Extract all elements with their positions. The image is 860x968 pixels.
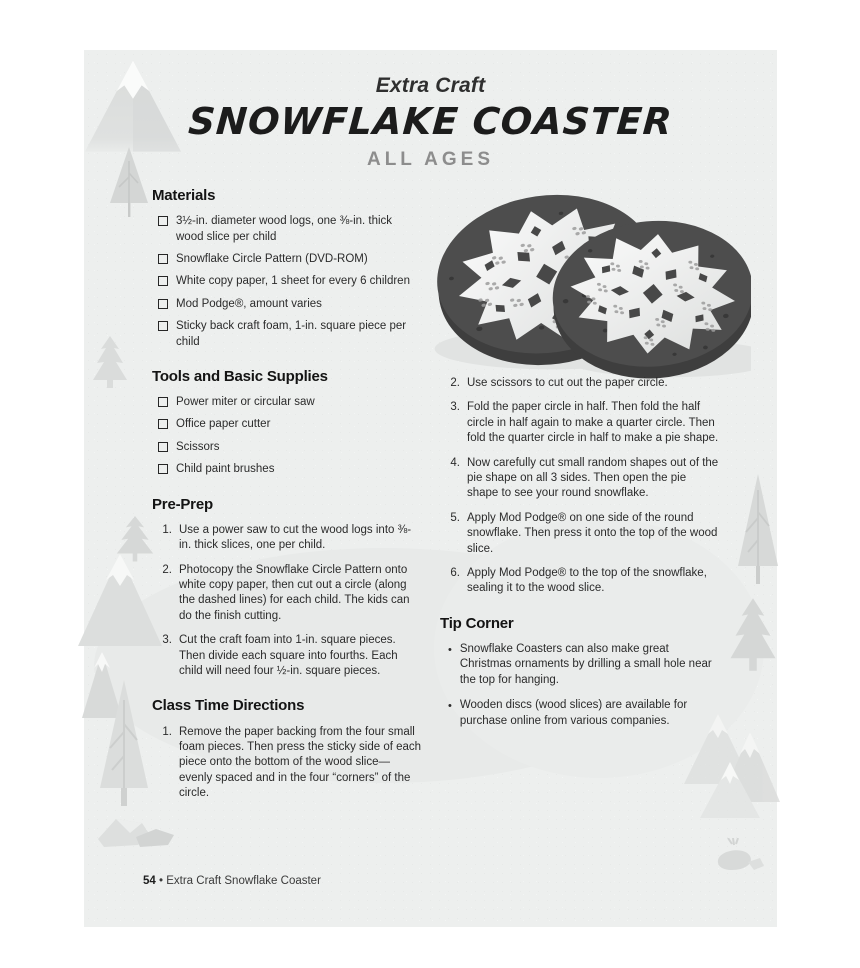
item-label: Mod Podge®, amount varies bbox=[176, 297, 322, 310]
ages-label: ALL AGES bbox=[366, 149, 494, 170]
numbered-step bbox=[158, 523, 422, 554]
checkbox-icon bbox=[158, 276, 168, 286]
checkbox-icon bbox=[158, 397, 168, 407]
numbered-step bbox=[446, 456, 720, 502]
bullet-text: Snowflake Coasters can also make great Christmas ornaments by drilling a small hole near the top for hanging. bbox=[459, 642, 712, 686]
numbered-step bbox=[446, 376, 720, 391]
numbered-step bbox=[446, 511, 720, 557]
checklist-item bbox=[158, 297, 422, 312]
numbered-step bbox=[446, 566, 720, 597]
checklist-item bbox=[158, 319, 422, 350]
footer-title: Extra Craft Snowflake Coaster bbox=[166, 875, 321, 887]
rocks-illustration bbox=[714, 838, 766, 874]
checkbox-icon bbox=[158, 442, 168, 452]
item-label: Office paper cutter bbox=[176, 418, 271, 431]
step-text: Cut the craft foam into 1-in. square pieces. Then divide each square into fourths. Each child will need four ½-in. square pieces. bbox=[179, 634, 398, 677]
page bbox=[84, 50, 777, 927]
step-number: 1. bbox=[162, 725, 172, 738]
checklist-item bbox=[158, 462, 422, 477]
item-label: Scissors bbox=[176, 440, 220, 453]
step-number: 2. bbox=[162, 563, 172, 576]
checkbox-icon bbox=[158, 216, 168, 226]
section-heading-materials: Materials bbox=[152, 187, 216, 204]
footer-separator: • bbox=[159, 875, 164, 887]
checkbox-icon bbox=[158, 464, 168, 474]
bullet-text: Wooden discs (wood slices) are available for purchase online from various companies. bbox=[459, 699, 688, 727]
page-number: 54 bbox=[143, 875, 156, 887]
item-label: Power miter or circular saw bbox=[176, 396, 315, 409]
section-heading-tip-corner: Tip Corner bbox=[440, 614, 514, 632]
step-number: 3. bbox=[162, 634, 172, 647]
step-text: Fold the paper circle in half. Then fold the half circle in half again to make a quarter circle. Then fold the quarter circle in half to make a pie shape. bbox=[467, 401, 719, 445]
left-column bbox=[152, 186, 422, 811]
step-text: Apply Mod Podge® to the top of the snowflake, sealing it to the wood slice. bbox=[467, 567, 707, 595]
tree-illustration bbox=[736, 474, 780, 590]
item-label: Sticky back craft foam, 1-in. square piece per child bbox=[176, 320, 407, 348]
numbered-step bbox=[158, 725, 422, 802]
step-number: 6. bbox=[450, 567, 460, 580]
step-text: Remove the paper backing from the four small foam pieces. Then press the sticky side of each piece onto the bottom of the wood slice—evenly spaced and in the four “corners” of the circle. bbox=[179, 725, 422, 800]
checkbox-icon bbox=[158, 321, 168, 331]
checklist-item bbox=[158, 214, 422, 245]
numbered-step bbox=[158, 633, 422, 679]
section-heading-class-time: Class Time Directions bbox=[152, 697, 305, 715]
bullet-icon: • bbox=[448, 700, 452, 713]
numbered-step bbox=[446, 400, 720, 446]
title-kicker: Extra Craft bbox=[375, 74, 486, 97]
step-number: 1. bbox=[162, 523, 172, 536]
snowflake-coaster-illustration bbox=[417, 183, 751, 381]
checklist-item bbox=[158, 252, 422, 267]
item-label: White copy paper, 1 sheet for every 6 children bbox=[176, 275, 410, 288]
title-block bbox=[84, 74, 777, 171]
step-number: 2. bbox=[450, 377, 460, 389]
item-label: Child paint brushes bbox=[176, 463, 275, 476]
checklist-item bbox=[158, 440, 422, 455]
numbered-step bbox=[158, 563, 422, 625]
step-number: 4. bbox=[450, 456, 460, 469]
step-text: Use a power saw to cut the wood logs into ⅜-in. thick slices, one per child. bbox=[179, 523, 412, 552]
checklist-item bbox=[158, 417, 422, 432]
rocks-illustration bbox=[90, 813, 180, 851]
bullet-item bbox=[448, 642, 720, 688]
step-text: Use scissors to cut out the paper circle. bbox=[467, 377, 668, 389]
checklist-item bbox=[158, 274, 422, 289]
section-heading-pre-prep: Pre-Prep bbox=[152, 495, 213, 513]
step-text: Now carefully cut small random shapes out of the pie shape on all 3 sides. Then open the pie shape to see your round snowflake. bbox=[467, 456, 719, 500]
checkbox-icon bbox=[158, 299, 168, 309]
step-text: Apply Mod Podge® on one side of the round snowflake. Then press it onto the top of the wood slice. bbox=[467, 511, 718, 555]
checklist-item bbox=[158, 395, 422, 410]
checkbox-icon bbox=[158, 419, 168, 429]
right-column bbox=[440, 376, 720, 739]
fir-tree-illustration bbox=[90, 336, 130, 398]
bullet-item bbox=[448, 698, 720, 729]
step-text: Photocopy the Snowflake Circle Pattern onto white copy paper, then cut out a circle (along the dashed lines) for each child. The kids can do the finish cutting. bbox=[179, 563, 410, 622]
bullet-icon: • bbox=[448, 643, 452, 656]
step-number: 3. bbox=[450, 401, 460, 414]
checkbox-icon bbox=[158, 254, 168, 264]
footer bbox=[143, 875, 321, 887]
step-number: 5. bbox=[450, 511, 460, 524]
item-label: 3½-in. diameter wood logs, one ⅜-in. thick wood slice per child bbox=[176, 215, 393, 243]
item-label: Snowflake Circle Pattern (DVD-ROM) bbox=[176, 252, 368, 265]
section-heading-tools: Tools and Basic Supplies bbox=[152, 367, 328, 385]
page-title: SNOWFLAKE COASTER bbox=[186, 100, 675, 143]
